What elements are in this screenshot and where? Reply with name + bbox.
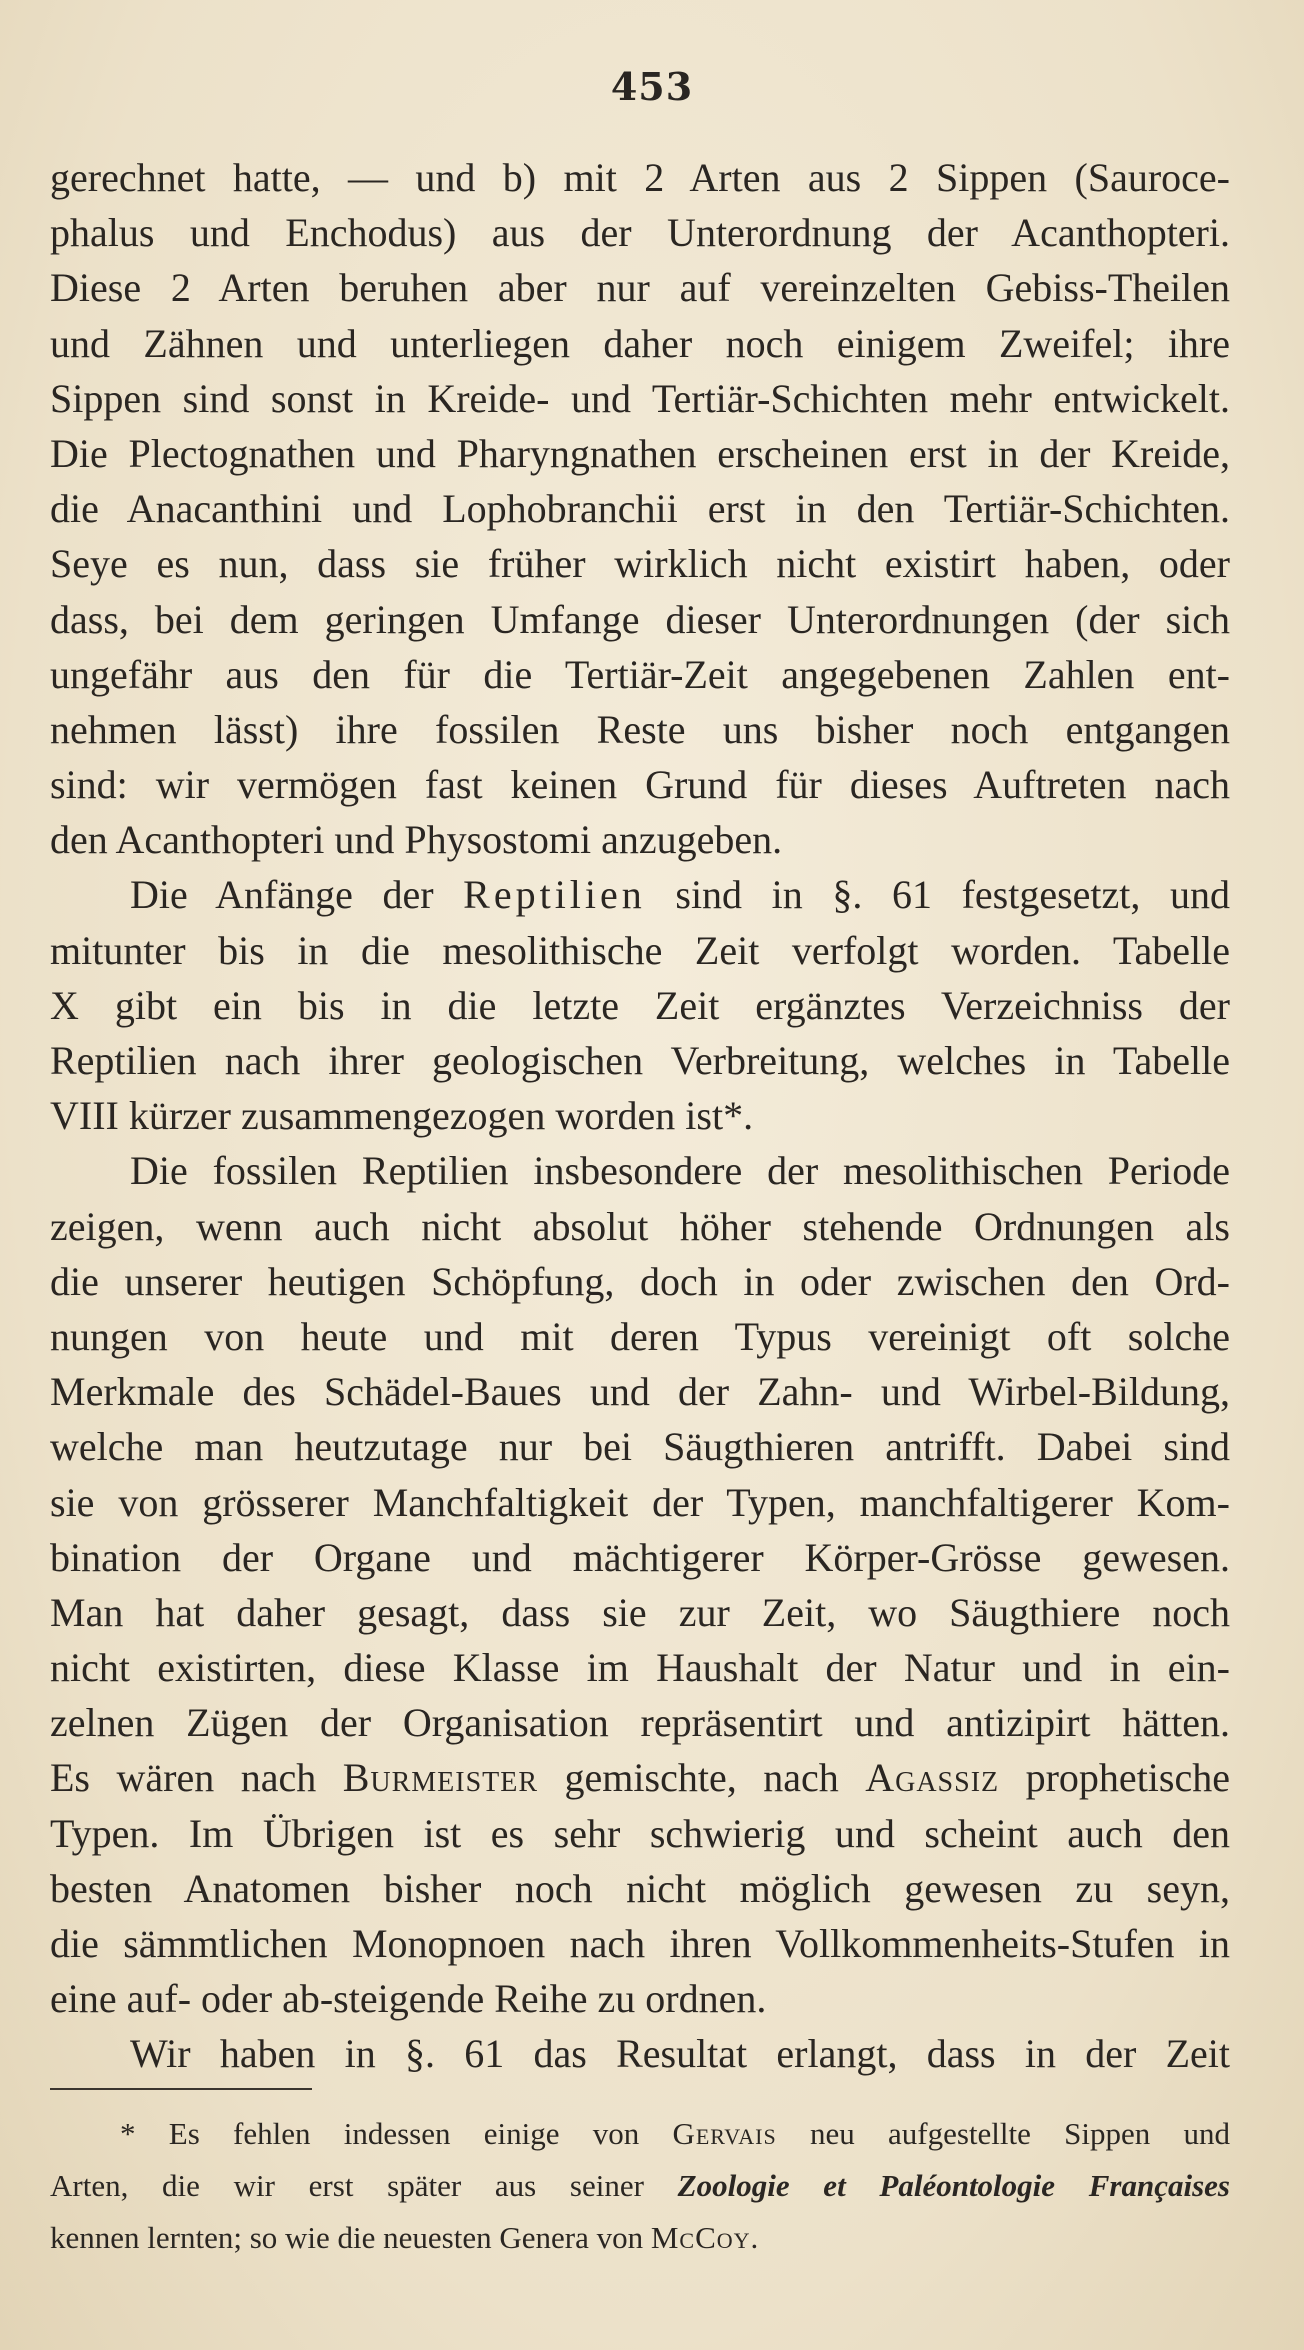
text-line: nungen von heute und mit deren Typus vereinigt oft solche bbox=[50, 1313, 1230, 1359]
footnote-line bbox=[50, 2212, 1230, 2264]
text-line: Seye es nun, dass sie früher wirklich nicht existirt haben, oder bbox=[50, 541, 1230, 587]
author-name: Burmeister bbox=[342, 1755, 539, 1801]
text-fragment: gemischte, nach bbox=[538, 1755, 866, 1801]
text-fragment: * Es fehlen indessen einige von bbox=[120, 2116, 673, 2151]
book-title: Zoologie et Paléontologie Françaises bbox=[677, 2168, 1230, 2203]
text-line: Reptilien nach ihrer geologischen Verbreitung, welches in Tabelle bbox=[50, 1038, 1230, 1083]
text-line: und Zähnen und unterliegen daher noch einigem Zweifel; ihre bbox=[50, 320, 1230, 366]
text-line: phalus und Enchodus) aus der Unterordnung der Acanthopteri. bbox=[50, 210, 1230, 256]
paragraph-3 bbox=[50, 1143, 1230, 2026]
text-fragment: Die Anfänge der bbox=[130, 872, 464, 918]
author-name: McCoy bbox=[650, 2220, 751, 2255]
text-line: zeigen, wenn auch nicht absolut höher stehende Ordnungen als bbox=[50, 1203, 1230, 1249]
text-fragment: Es wären nach bbox=[50, 1755, 343, 1801]
text-fragment: neu aufgestellte Sippen und bbox=[776, 2116, 1230, 2151]
text-line: Die Plectognathen und Pharyngnathen erscheinen erst in der Kreide, bbox=[50, 430, 1230, 476]
text-line: besten Anatomen bisher noch nicht möglich gewesen zu seyn, bbox=[50, 1865, 1230, 1911]
text-line: Diese 2 Arten beruhen aber nur auf vereinzelten Gebiss-Theilen bbox=[50, 265, 1230, 311]
text-line: Man hat daher gesagt, dass sie zur Zeit, wo Säugthiere noch bbox=[50, 1589, 1230, 1635]
text-fragment: kennen lernten; so wie die neuesten Genera von bbox=[50, 2220, 651, 2255]
text-line: Typen. Im Übrigen ist es sehr schwierig und scheint auch den bbox=[50, 1810, 1230, 1856]
text-line: die unserer heutigen Schöpfung, doch in oder zwischen den Ord- bbox=[50, 1258, 1230, 1304]
text-line: Merkmale des Schädel-Baues und der Zahn- und Wirbel-Bildung, bbox=[50, 1369, 1230, 1415]
text-line: nehmen lässt) ihre fossilen Reste uns bisher noch entgangen bbox=[50, 706, 1230, 752]
text-line: den Acanthopteri und Physostomi anzugeben. bbox=[50, 817, 783, 863]
text-line: sie von grösserer Manchfaltigkeit der Typen, manchfaltigerer Kom- bbox=[50, 1479, 1230, 1525]
text-line: eine auf- oder ab-steigende Reihe zu ordnen. bbox=[50, 1976, 767, 2022]
text-line: sind: wir vermögen fast keinen Grund für dieses Auftreten nach bbox=[50, 762, 1230, 808]
text-line bbox=[50, 867, 1230, 922]
footnote-line bbox=[50, 2160, 1230, 2212]
paragraph-2 bbox=[50, 867, 1230, 1143]
footnote-line bbox=[50, 2108, 1230, 2160]
text-line: dass, bei dem geringen Umfange dieser Unterordnungen (der sich bbox=[50, 596, 1230, 642]
paragraph-4 bbox=[50, 2026, 1230, 2081]
author-name: Agassiz bbox=[865, 1755, 1000, 1801]
text-line: bination der Organe und mächtigerer Körper-Grösse gewesen. bbox=[50, 1534, 1230, 1580]
text-line: gerechnet hatte, — und b) mit 2 Arten aus 2 Sippen (Sauroce- bbox=[50, 155, 1230, 200]
author-name: Gervais bbox=[672, 2116, 777, 2151]
body-text bbox=[50, 150, 1230, 2082]
footnote bbox=[50, 2108, 1230, 2264]
text-fragment: . bbox=[750, 2220, 759, 2255]
text-line: zelnen Zügen der Organisation repräsentirt und antizipirt hätten. bbox=[50, 1700, 1230, 1746]
spaced-term: Reptilien bbox=[463, 872, 646, 918]
text-fragment: sind in §. 61 festgesetzt, und bbox=[645, 872, 1230, 918]
text-line: Sippen sind sonst in Kreide- und Tertiär-Schichten mehr entwickelt. bbox=[50, 375, 1230, 421]
text-line bbox=[50, 1750, 1230, 1805]
text-line: X gibt ein bis in die letzte Zeit ergänztes Verzeichniss der bbox=[50, 982, 1230, 1028]
footnote-divider bbox=[50, 2088, 312, 2090]
text-line: Die fossilen Reptilien insbesondere der mesolithischen Periode bbox=[130, 1148, 1230, 1194]
text-line: VIII kürzer zusammengezogen worden ist*. bbox=[50, 1093, 754, 1139]
text-line: Wir haben in §. 61 das Resultat erlangt, dass in der Zeit bbox=[130, 2031, 1230, 2077]
paragraph-1 bbox=[50, 150, 1230, 867]
text-line: ungefähr aus den für die Tertiär-Zeit angegebenen Zahlen ent- bbox=[50, 651, 1230, 697]
text-line: mitunter bis in die mesolithische Zeit verfolgt worden. Tabelle bbox=[50, 927, 1230, 973]
text-line: nicht existirten, diese Klasse im Haushalt der Natur und in ein- bbox=[50, 1645, 1230, 1691]
text-line: die Anacanthini und Lophobranchii erst in den Tertiär-Schichten. bbox=[50, 486, 1230, 532]
text-line: die sämmtlichen Monopnoen nach ihren Vollkommenheits-Stufen in bbox=[50, 1921, 1230, 1966]
text-fragment: prophetische bbox=[999, 1755, 1230, 1801]
page-number: 453 bbox=[610, 64, 694, 109]
text-fragment: Arten, die wir erst später aus seiner bbox=[50, 2168, 678, 2203]
text-line: welche man heutzutage nur bei Säugthieren antrifft. Dabei sind bbox=[50, 1424, 1230, 1470]
